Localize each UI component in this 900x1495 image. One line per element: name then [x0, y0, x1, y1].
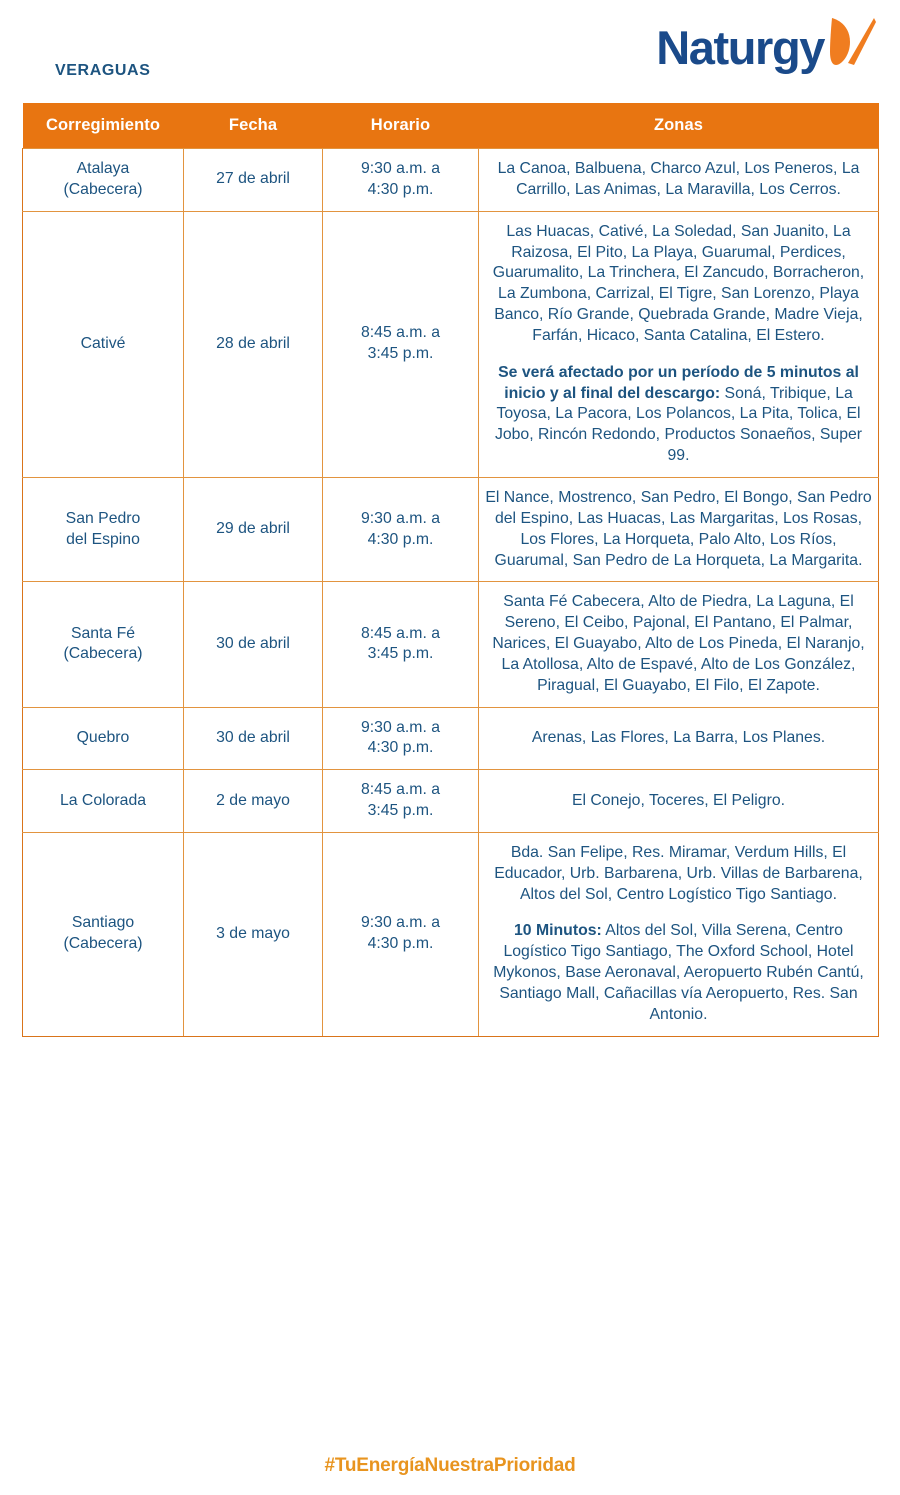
cell-fecha: 2 de mayo: [184, 770, 323, 833]
outage-schedule-table: [22, 103, 879, 1037]
zona-list: Arenas, Las Flores, La Barra, Los Planes.: [531, 728, 826, 746]
column-header-fecha: Fecha: [184, 103, 323, 149]
cell-fecha: 28 de abril: [184, 211, 323, 477]
cell-zonas: [479, 211, 879, 477]
zona-block: [485, 791, 872, 812]
page-footer: [0, 1455, 900, 1495]
cell-corregimiento: Quebro: [23, 707, 184, 770]
zona-list: El Conejo, Toceres, El Peligro.: [571, 791, 786, 809]
zona-list: Santa Fé Cabecera, Alto de Piedra, La Laguna, El Sereno, El Ceibo, Pajonal, El Pantano, El Palmar, Narices, El Guayabo, Alto de Los Pineda, El Naranjo, La Atollosa, Alto de Espavé, Alto de Los González, Piragual, El Guayabo, El Filo, El Zapote.: [492, 593, 865, 694]
column-header-horario: Horario: [323, 103, 479, 149]
region-title: VERAGUAS: [55, 62, 151, 79]
cell-zonas: [479, 582, 879, 707]
table-row: [23, 832, 879, 1036]
table-row: [23, 707, 879, 770]
zona-list: Altos del Sol, Villa Serena, Centro Logístico Tigo Santiago, The Oxford School, Hotel Mykonos, Base Aeronaval, Aeropuerto Rubén Cantú, Santiago Mall, Cañacillas vía Aeropuerto, Res. San Antonio.: [493, 922, 864, 1023]
zona-list: El Nance, Mostrenco, San Pedro, El Bongo, San Pedro del Espino, Las Huacas, Las Margaritas, Los Rosas, Los Flores, La Horqueta, Palo Alto, Los Ríos, Guarumal, San Pedro de La Horqueta, La Margarita.: [485, 488, 872, 569]
cell-zonas: [479, 832, 879, 1036]
zona-list: Soná, Tribique, La Toyosa, La Pacora, Los Polancos, La Pita, Tolica, El Jobo, Rincón Redondo, Productos Sonaeños, Super 99.: [494, 384, 863, 465]
cell-horario: 8:45 a.m. a 3:45 p.m.: [323, 770, 479, 833]
cell-corregimiento: San Pedro del Espino: [23, 477, 184, 581]
cell-zonas: [479, 149, 879, 212]
zona-block: [485, 843, 872, 906]
cell-horario: 8:45 a.m. a 3:45 p.m.: [323, 211, 479, 477]
zona-lead-note: 10 Minutos:: [514, 922, 602, 940]
cell-horario: 8:45 a.m. a 3:45 p.m.: [323, 582, 479, 707]
naturgy-logo: [656, 16, 878, 78]
cell-zonas: [479, 770, 879, 833]
cell-horario: 9:30 a.m. a 4:30 p.m.: [323, 832, 479, 1036]
table-body: [23, 149, 879, 1037]
table-row: [23, 211, 879, 477]
zona-block: [485, 363, 872, 467]
table-row: [23, 770, 879, 833]
zona-lead-note: Se verá afectado por un período de 5 minutos al inicio y al final del descargo:: [498, 363, 859, 402]
cell-corregimiento: Santa Fé (Cabecera): [23, 582, 184, 707]
zona-block: [485, 728, 872, 749]
zona-list: Las Huacas, Cativé, La Soledad, San Juanito, La Raizosa, El Pito, La Playa, Guarumal, Perdices, Guarumalito, La Trinchera, El Zancudo, Borracheron, La Zumbona, Carrizal, El Tigre, San Lorenzo, Playa Banco, Río Grande, Quebrada Grande, Madre Vieja, Farfán, Hicaco, Santa Catalina, El Estero.: [492, 222, 865, 344]
cell-horario: 9:30 a.m. a 4:30 p.m.: [323, 707, 479, 770]
column-header-corregimiento: Corregimiento: [23, 103, 184, 149]
zona-list: Bda. San Felipe, Res. Miramar, Verdum Hills, El Educador, Urb. Barbarena, Urb. Villas de Barbarena, Altos del Sol, Centro Logístico Tigo Santiago.: [494, 843, 863, 903]
cell-fecha: 3 de mayo: [184, 832, 323, 1036]
table-header-row: [23, 103, 879, 149]
campaign-hashtag: #TuEnergíaNuestraPrioridad: [324, 1455, 576, 1476]
table-head: [23, 103, 879, 149]
cell-horario: 9:30 a.m. a 4:30 p.m.: [323, 149, 479, 212]
cell-zonas: [479, 707, 879, 770]
column-header-zonas: Zonas: [479, 103, 879, 149]
cell-corregimiento: Atalaya (Cabecera): [23, 149, 184, 212]
naturgy-wordmark: Naturgy: [656, 21, 824, 74]
zona-block: [485, 488, 872, 571]
naturgy-flame-icon: [826, 16, 878, 74]
table-row: [23, 149, 879, 212]
cell-fecha: 30 de abril: [184, 582, 323, 707]
cell-fecha: 27 de abril: [184, 149, 323, 212]
cell-zonas: [479, 477, 879, 581]
cell-fecha: 29 de abril: [184, 477, 323, 581]
zona-block: [485, 159, 872, 201]
outage-table-wrapper: [22, 103, 878, 1037]
zona-block: [485, 921, 872, 1025]
cell-corregimiento: Cativé: [23, 211, 184, 477]
cell-horario: 9:30 a.m. a 4:30 p.m.: [323, 477, 479, 581]
zona-block: [485, 592, 872, 696]
cell-corregimiento: Santiago (Cabecera): [23, 832, 184, 1036]
cell-corregimiento: La Colorada: [23, 770, 184, 833]
page-header: [0, 0, 900, 103]
table-row: [23, 582, 879, 707]
table-row: [23, 477, 879, 581]
zona-list: La Canoa, Balbuena, Charco Azul, Los Peneros, La Carrillo, Las Animas, La Maravilla, Los Cerros.: [497, 160, 860, 198]
zona-block: [485, 222, 872, 347]
cell-fecha: 30 de abril: [184, 707, 323, 770]
